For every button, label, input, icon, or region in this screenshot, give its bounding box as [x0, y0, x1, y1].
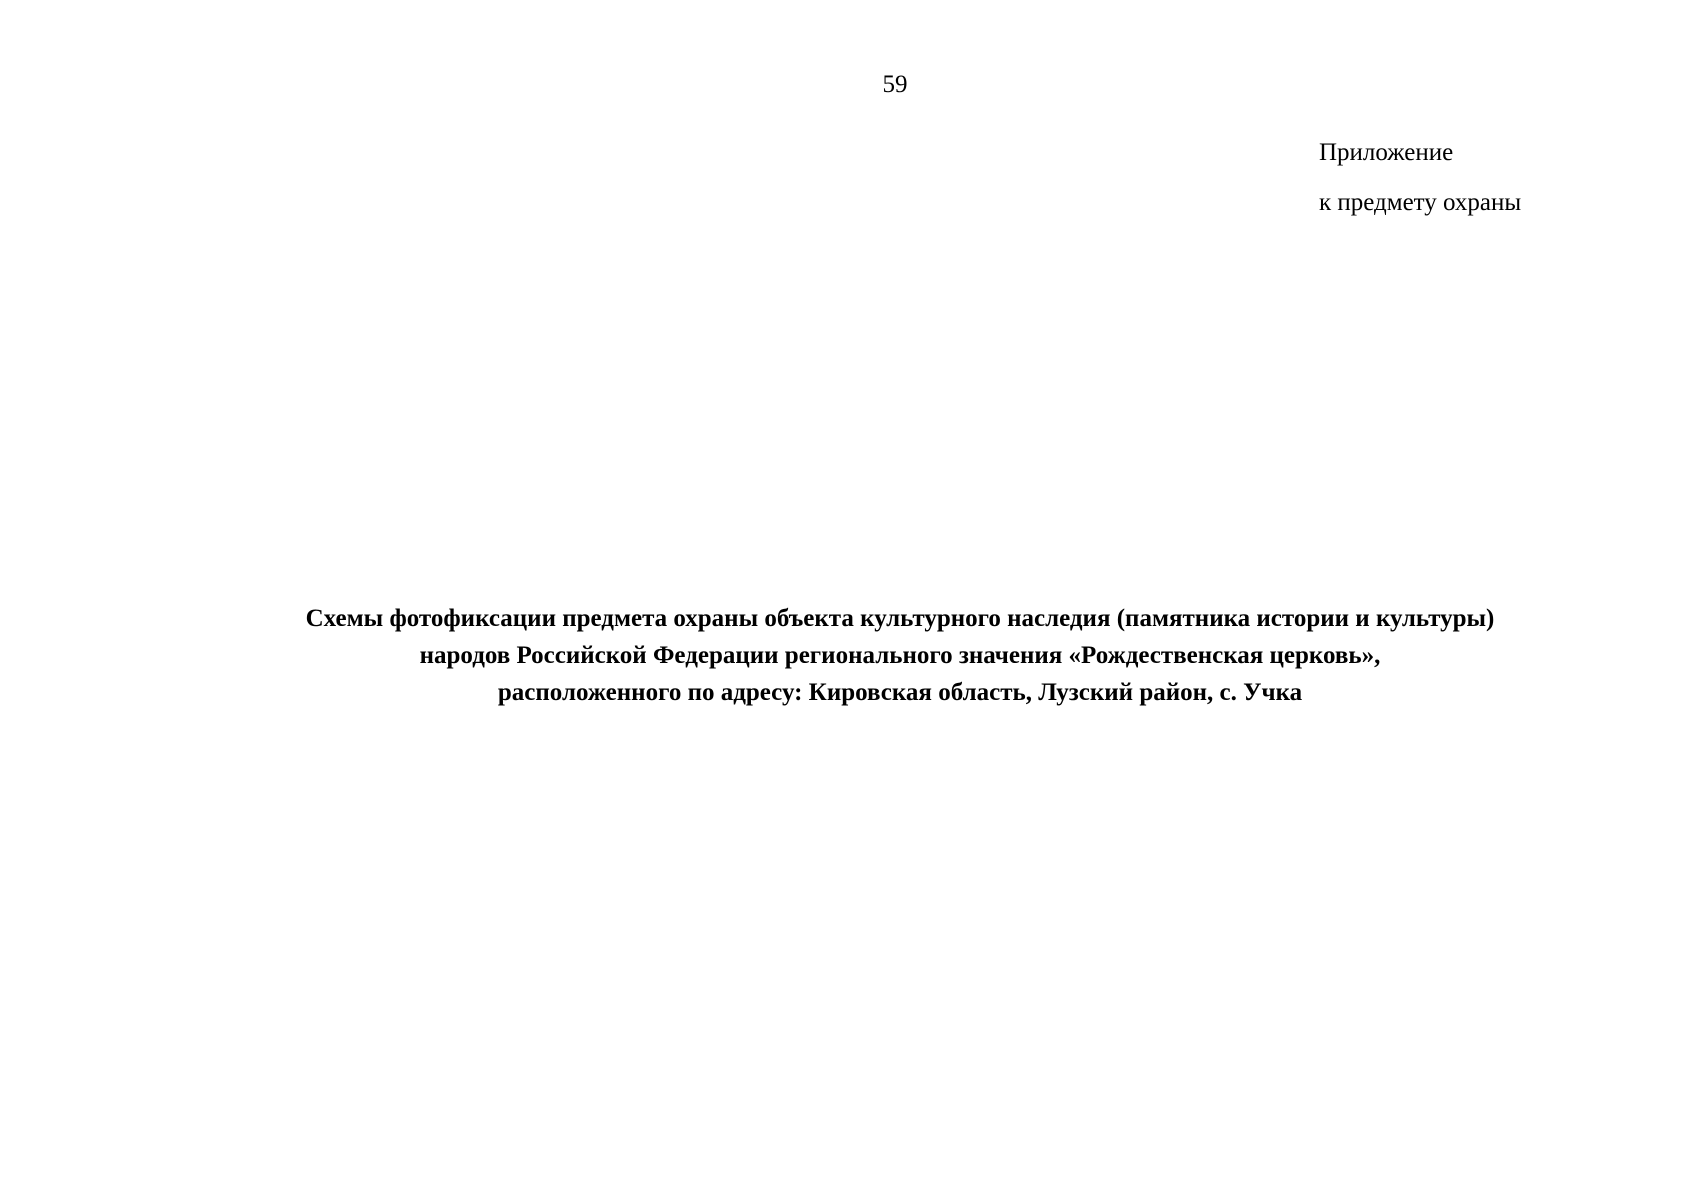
title-line-1: Схемы фотофиксации предмета охраны объекта культурного наследия (памятника истории и культуры)	[305, 605, 1495, 632]
title-line-3: расположенного по адресу: Кировская область, Лузский район, с. Учка	[497, 679, 1303, 706]
appendix-note	[1319, 128, 1521, 228]
appendix-line-1: Приложение	[1319, 139, 1454, 166]
page-number: 59	[882, 71, 908, 98]
appendix-line-2: к предмету охраны	[1319, 189, 1522, 216]
document-title	[100, 600, 1696, 711]
title-line-2: народов Российской Федерации регионального значения «Рождественская церковь»,	[419, 642, 1381, 669]
